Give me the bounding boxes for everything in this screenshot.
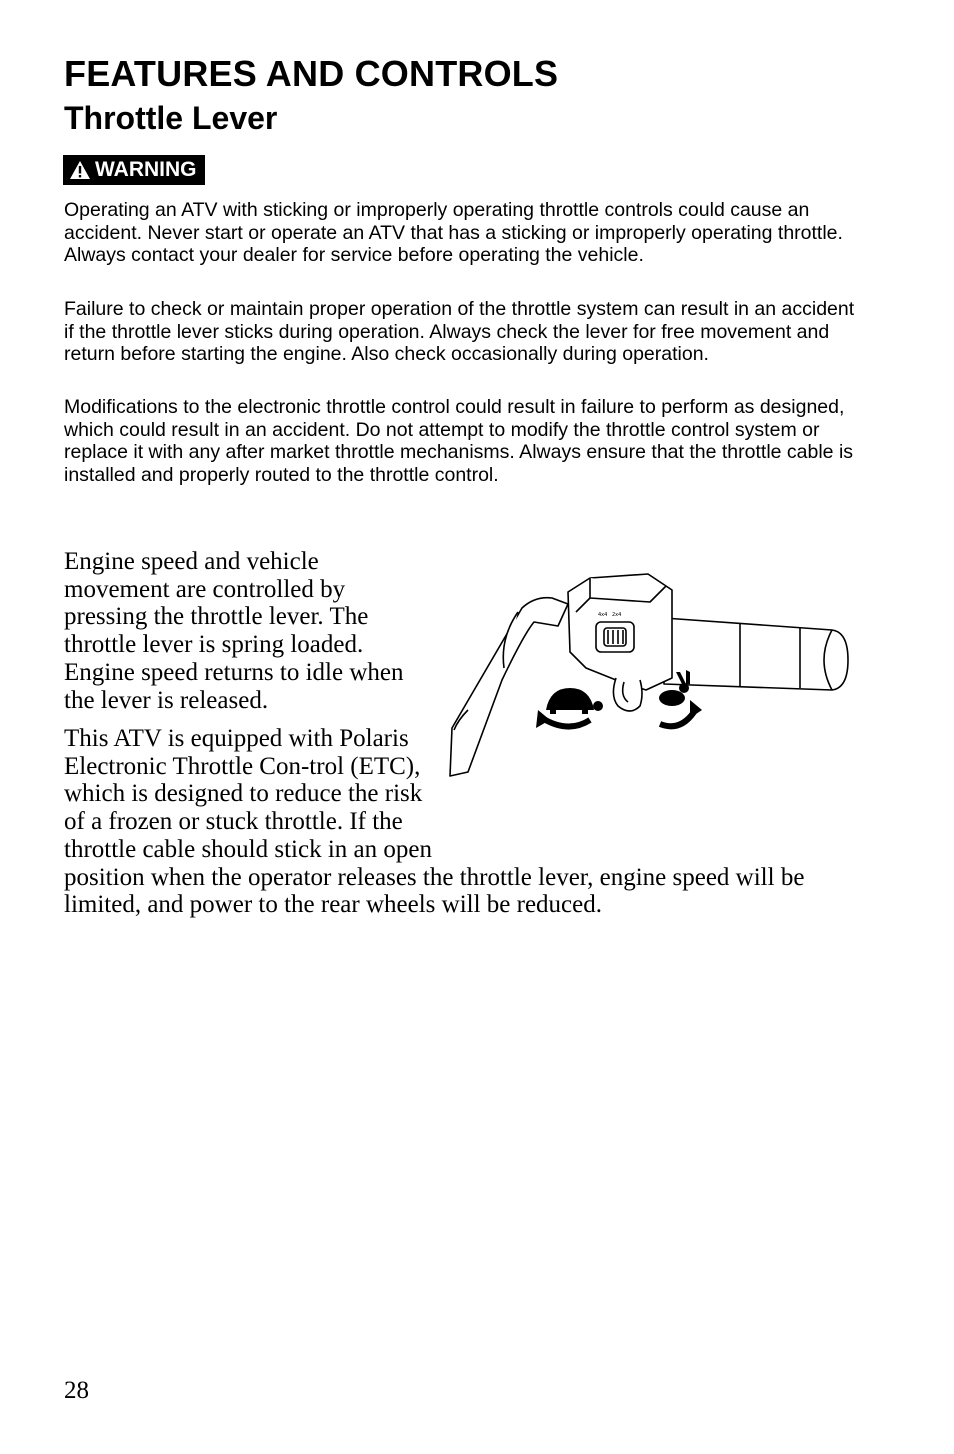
svg-text:2x4: 2x4 <box>612 612 622 618</box>
handlebar-throttle-illustration <box>440 560 860 790</box>
warning-triangle-icon <box>69 160 91 180</box>
section-title: FEATURES AND CONTROLS <box>64 53 559 94</box>
body-paragraph-1: Engine speed and vehicle movement are controlled by pressing the throttle lever. The throttle lever is spring loaded. Engine speed returns to idle when the lever is released. <box>64 548 404 714</box>
warning-paragraph: Operating an ATV with sticking or improperly operating throttle controls could cause an accident. Never start or operate an ATV that has a sticking or improperly operating throttle. Always contact your dealer for service before operating the vehicle. <box>64 199 843 266</box>
warning-badge <box>63 155 205 185</box>
turtle-icon <box>536 688 603 728</box>
body-paragraph-2: This ATV is equipped with Polaris Electronic Throttle Con-trol (ETC), which is designed to reduce the risk of a frozen or stuck throttle. If the throttle cable should stick in an open position when the operator releases the throttle lever, engine speed will be limited, and power to the rear wheels will be reduced. <box>64 725 805 919</box>
throttle-figure <box>440 560 860 790</box>
warning-paragraph: Modifications to the electronic throttle control could result in failure to perform as designed, which could result in an accident. Do not attempt to modify the throttle control system or replace it with any after market throttle mechanisms. Always ensure that the throttle cable is installed and properly routed to the throttle control. <box>64 396 854 486</box>
page-number: 28 <box>64 1377 89 1404</box>
warning-label: WARNING <box>95 158 197 181</box>
warning-paragraph: Failure to check or maintain proper operation of the throttle system can result in an accident if the throttle lever sticks during operation. Always check the lever for free movement and return before starting the engine. Also check occasionally during operation. <box>64 298 855 365</box>
subsection-title: Throttle Lever <box>64 100 278 136</box>
svg-text:4x4: 4x4 <box>598 612 608 618</box>
